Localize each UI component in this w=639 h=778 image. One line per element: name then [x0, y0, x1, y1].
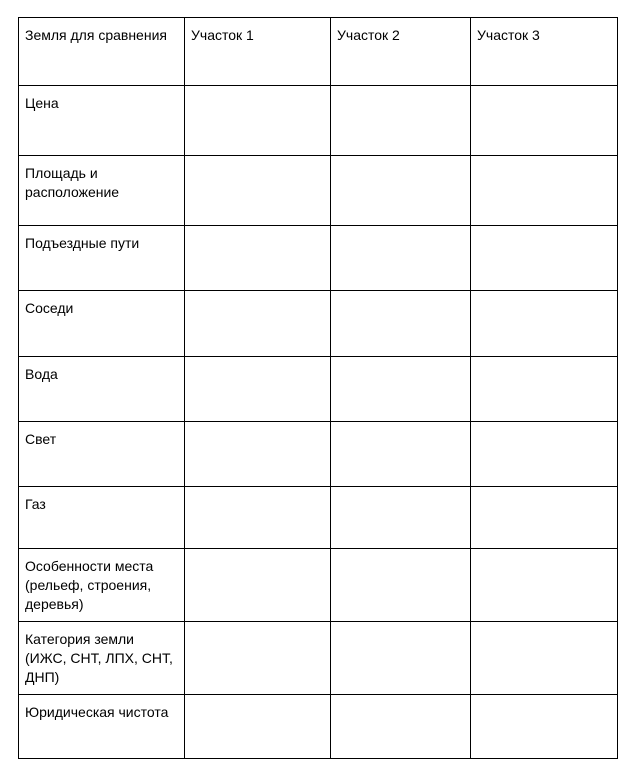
table-cell[interactable]: [471, 549, 618, 622]
row-label: Категория земли (ИЖС, СНТ, ЛПХ, СНТ, ДНП): [19, 622, 185, 695]
table-cell[interactable]: [331, 357, 471, 422]
table-cell[interactable]: [331, 156, 471, 226]
table-row: [19, 622, 618, 695]
table-cell[interactable]: [185, 291, 331, 357]
table-cell[interactable]: [331, 695, 471, 759]
table-cell[interactable]: [331, 422, 471, 487]
table-cell[interactable]: [471, 695, 618, 759]
table-row: [19, 695, 618, 759]
table-row: [19, 156, 618, 226]
table-cell[interactable]: [185, 487, 331, 549]
table-cell[interactable]: [331, 291, 471, 357]
header-cell-plot-3: Участок 3: [471, 18, 618, 86]
table-header-row: [19, 18, 618, 86]
table-cell[interactable]: [185, 622, 331, 695]
table-cell[interactable]: [185, 226, 331, 291]
table-cell[interactable]: [185, 357, 331, 422]
header-cell-plot-1: Участок 1: [185, 18, 331, 86]
row-label: Особенности места (рельеф, строения, деревья): [19, 549, 185, 622]
table-cell[interactable]: [331, 86, 471, 156]
table-cell[interactable]: [471, 226, 618, 291]
table-cell[interactable]: [331, 622, 471, 695]
table-cell[interactable]: [331, 549, 471, 622]
table-cell[interactable]: [185, 156, 331, 226]
row-label: Газ: [19, 487, 185, 549]
table-cell[interactable]: [471, 156, 618, 226]
table-cell[interactable]: [185, 86, 331, 156]
table-cell[interactable]: [471, 86, 618, 156]
row-label: Вода: [19, 357, 185, 422]
land-comparison-table: [18, 17, 618, 759]
table-cell[interactable]: [331, 226, 471, 291]
row-label: Площадь и расположение: [19, 156, 185, 226]
table-cell[interactable]: [471, 291, 618, 357]
row-label: Цена: [19, 86, 185, 156]
header-cell-plot-2: Участок 2: [331, 18, 471, 86]
row-label: Соседи: [19, 291, 185, 357]
table-row: [19, 487, 618, 549]
row-label: Свет: [19, 422, 185, 487]
table-cell[interactable]: [471, 357, 618, 422]
table-cell[interactable]: [185, 549, 331, 622]
table-cell[interactable]: [471, 487, 618, 549]
table-row: [19, 226, 618, 291]
table-row: [19, 291, 618, 357]
table-cell[interactable]: [185, 422, 331, 487]
table-row: [19, 549, 618, 622]
table-row: [19, 422, 618, 487]
table-cell[interactable]: [185, 695, 331, 759]
row-label: Подъездные пути: [19, 226, 185, 291]
header-cell-criteria: Земля для сравнения: [19, 18, 185, 86]
table-row: [19, 86, 618, 156]
row-label: Юридическая чистота: [19, 695, 185, 759]
table-cell[interactable]: [471, 622, 618, 695]
table-cell[interactable]: [331, 487, 471, 549]
table-row: [19, 357, 618, 422]
table-cell[interactable]: [471, 422, 618, 487]
